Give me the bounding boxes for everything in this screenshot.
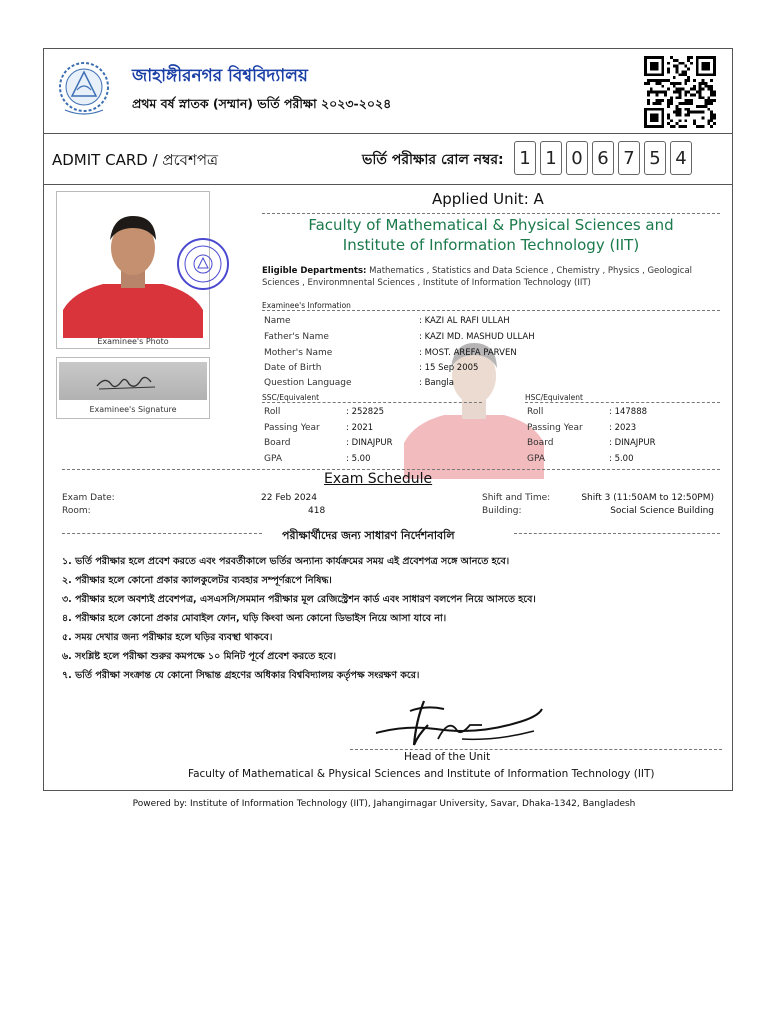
eligible-departments	[262, 265, 724, 289]
building-value: Social Science Building	[610, 506, 714, 516]
instruction-item: ২. পরীক্ষার হলে কোনো প্রকার ক্যালকুলেটর ব্যবহার সম্পূর্ণরূপে নিষিদ্ধ।	[62, 575, 332, 586]
roll-digit: 1	[514, 141, 536, 175]
roll-digit: 0	[566, 141, 588, 175]
watermark-photo	[404, 321, 544, 479]
info-label: Date of Birth	[264, 363, 322, 373]
head-of-unit-faculty: Faculty of Mathematical & Physical Sciences and Institute of Information Technology (IIT)	[188, 768, 655, 780]
shift-value: Shift 3 (11:50AM to 12:50PM)	[581, 493, 714, 503]
admit-card-header	[43, 48, 733, 134]
ssc-value-cell: : 252825	[346, 407, 385, 417]
divider	[62, 469, 720, 470]
university-name: জাহাঙ্গীরনগর বিশ্ববিদ্যালয়	[132, 66, 308, 86]
eligible-departments-label: Eligible Departments:	[262, 266, 367, 276]
ssc-value-cell: : 5.00	[346, 454, 371, 464]
building-label: Building:	[482, 506, 522, 516]
hsc-label-cell: GPA	[527, 454, 545, 464]
info-value: : 15 Sep 2005	[419, 363, 479, 373]
divider	[262, 402, 482, 403]
exam-name: প্রথম বর্ষ স্নাতক (সম্মান) ভর্তি পরীক্ষা ২০২৩-২০২৪	[132, 96, 392, 111]
ssc-label: SSC/Equivalent	[262, 393, 320, 402]
official-seal-icon	[176, 237, 230, 291]
exam-date-value: 22 Feb 2024	[261, 493, 318, 503]
hsc-value-cell: : 2023	[609, 423, 637, 433]
faculty-title-line-2: Institute of Information Technology (IIT)	[342, 236, 640, 254]
hsc-label: HSC/Equivalent	[525, 393, 583, 402]
ssc-label-cell: Board	[264, 438, 291, 448]
divider	[62, 533, 262, 534]
examinee-signature	[59, 362, 207, 400]
roll-digit: 1	[540, 141, 562, 175]
info-value: : MOST. AREFA PARVEN	[419, 348, 517, 358]
signature-caption: Examinee's Signature	[89, 405, 177, 414]
authority-signature	[366, 695, 546, 751]
instruction-item: ৩. পরীক্ষার হলে অবশ্যই প্রবেশপত্র, এসএসসি/সমমান পরীক্ষার মূল রেজিস্ট্রেশন কার্ড এবং সাধারণ বলপেন নিয়ে আসতে হবে।	[62, 594, 536, 605]
hsc-value-cell: : 147888	[609, 407, 648, 417]
divider	[525, 402, 720, 403]
eligible-departments-value: Mathematics , Statistics and Data Science , Chemistry , Physics , Geological Sciences , Environmnental Sciences , Institute of Information Technology (IIT)	[262, 266, 693, 288]
instruction-item: ৫. সময় দেখার জন্য পরীক্ষার হলে ঘড়ির ব্যবস্থা থাকবে।	[62, 632, 273, 643]
info-value: : Bangla	[419, 378, 454, 388]
info-label: Question Language	[264, 378, 352, 388]
applied-unit: Applied Unit: A	[432, 190, 544, 208]
admit-card-title: ADMIT CARD / প্রবেশপত্র	[52, 151, 219, 169]
shift-label: Shift and Time:	[482, 493, 551, 503]
roll-number-digits	[514, 141, 692, 175]
hsc-label-cell: Board	[527, 438, 554, 448]
admit-card-body	[43, 184, 733, 791]
examinee-signature-box	[56, 357, 210, 419]
ssc-label-cell: Roll	[264, 407, 281, 417]
hsc-value-cell: : 5.00	[609, 454, 634, 464]
head-of-unit-title: Head of the Unit	[404, 751, 491, 763]
roll-digit: 4	[670, 141, 692, 175]
footer-powered-by: Powered by: Institute of Information Technology (IIT), Jahangirnagar University, Savar, Dhaka-1342, Bangladesh	[132, 799, 636, 809]
info-label: Father's Name	[264, 332, 329, 342]
hsc-label-cell: Roll	[527, 407, 544, 417]
qr-code-icon	[643, 56, 717, 128]
admit-card-band	[43, 134, 733, 184]
info-label: Mother's Name	[264, 348, 333, 358]
ssc-value-cell: : 2021	[346, 423, 374, 433]
ssc-label-cell: GPA	[264, 454, 282, 464]
hsc-label-cell: Passing Year	[527, 423, 583, 433]
roll-digit: 6	[592, 141, 614, 175]
instructions-title: পরীক্ষার্থীদের জন্য সাধারণ নির্দেশনাবলি	[282, 529, 455, 542]
divider	[514, 533, 720, 534]
instruction-item: ৬. সংশ্লিষ্ট হলে পরীক্ষা শুরুর কমপক্ষে ১০ মিনিট পূর্বে প্রবেশ করতে হবে।	[62, 651, 337, 662]
instruction-item: ১. ভর্তি পরীক্ষার হলে প্রবেশ করতে এবং পরবর্তীকালে ভর্তির অন্যান্য কার্যক্রমের সময় এই প্রবেশপত্র সঙ্গে আনতে হবে।	[62, 556, 510, 567]
hsc-value-cell: : DINAJPUR	[609, 438, 656, 448]
faculty-title-line-1: Faculty of Mathematical & Physical Sciences and	[308, 216, 674, 234]
ssc-value-cell: : DINAJPUR	[346, 438, 393, 448]
room-value: 418	[308, 506, 326, 516]
university-logo-icon	[57, 60, 111, 118]
divider	[262, 310, 720, 311]
exam-schedule-title: Exam Schedule	[324, 471, 433, 487]
instruction-item: ৭. ভর্তি পরীক্ষা সংক্রান্ত যে কোনো সিদ্ধান্ত গ্রহণের অধিকার বিশ্ববিদ্যালয় কর্তৃপক্ষ সংরক্ষণ করে।	[62, 670, 420, 681]
divider	[262, 213, 720, 214]
info-value: : KAZI MD. MASHUD ULLAH	[419, 332, 535, 342]
signature-line	[350, 749, 722, 750]
roll-digit: 7	[618, 141, 640, 175]
info-label: Name	[264, 316, 291, 326]
exam-date-label: Exam Date:	[62, 493, 115, 503]
faculty-title	[262, 215, 720, 255]
roll-number-label: ভর্তি পরীক্ষার রোল নম্বর:	[362, 152, 504, 168]
info-value: : KAZI AL RAFI ULLAH	[419, 316, 510, 326]
ssc-label-cell: Passing Year	[264, 423, 320, 433]
instruction-item: ৪. পরীক্ষার হলে কোনো প্রকার মোবাইল ফোন, ঘড়ি কিংবা অন্য কোনো ডিভাইস নিয়ে আসা যাবে না।	[62, 613, 447, 624]
roll-digit: 5	[644, 141, 666, 175]
photo-caption: Examinee's Photo	[97, 337, 169, 346]
examinee-info-label: Examinee's Information	[262, 301, 351, 310]
room-label: Room:	[62, 506, 91, 516]
